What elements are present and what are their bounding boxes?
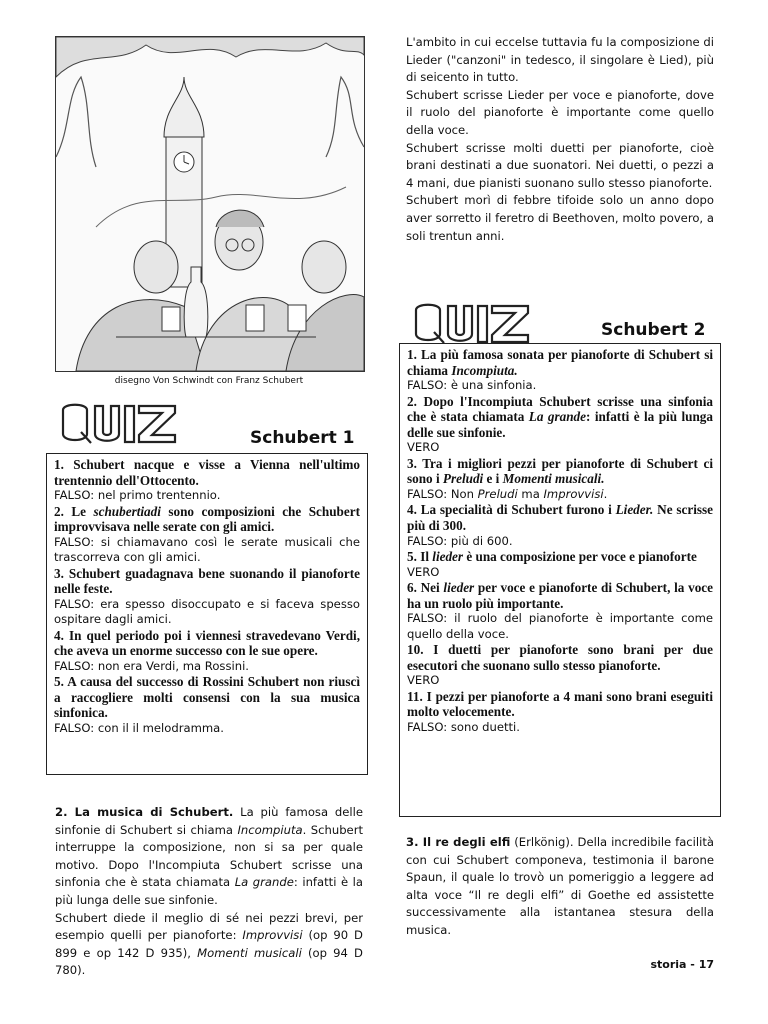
quiz-logo-2 xyxy=(410,300,534,346)
intro-paragraph: L'ambito in cui eccelse tuttavia fu la composizione di Lieder ("canzoni" in tedesco, il singolare è Lied), più di seicento in tutto. xyxy=(406,35,714,85)
section-erlkonig xyxy=(406,834,714,940)
quiz-question: 2. Le schubertiadi sono composizioni che Schubert improvvisava nelle serate con gli amici. xyxy=(54,503,360,535)
quiz-logo-text: QUIZ xyxy=(410,300,413,301)
quiz-question: 5. Il lieder è una composizione per voce e pianoforte xyxy=(407,548,697,564)
quiz-question: 4. In quel periodo poi i viennesi stravedevano Verdi, che aveva un enorme successo con le sue opere. xyxy=(54,627,360,659)
intro-paragraph: Schubert scrisse molti duetti per pianoforte, cioè brani destinati a due suonatori. Nei duetti, o pezzi a 4 mani, due pianisti suonano sullo stesso pianoforte. xyxy=(406,140,714,190)
quiz-answer: FALSO: non era Verdi, ma Rossini. xyxy=(54,658,249,673)
quiz1-box xyxy=(46,453,368,775)
quiz-question: 10. I duetti per pianoforte sono brani per due esecutori che suonano sullo stesso pianoforte. xyxy=(407,641,713,673)
quiz-answer: FALSO: Non Preludi ma Improvvisi. xyxy=(407,486,608,501)
quiz-question: 2. Dopo l'Incompiuta Schubert scrisse una sinfonia che è stata chiamata La grande: infatti è la più lunga delle sue sinfonie. xyxy=(407,393,713,440)
quiz-answer: FALSO: con il il melodramma. xyxy=(54,720,224,735)
section-heading: 3. Il re degli elfi xyxy=(406,835,511,849)
quiz-answer: FALSO: più di 600. xyxy=(407,533,513,548)
quiz-question: 1. Schubert nacque e visse a Vienna nell'ultimo trentennio dell'Ottocento. xyxy=(54,457,360,488)
quiz-question: 5. A causa del successo di Rossini Schubert non riuscì a raccogliere molti consensi con la sua musica sinfonica. xyxy=(54,674,360,721)
quiz-answer: FALSO: era spesso disoccupato e si faceva spesso ospitare dagli amici. xyxy=(54,596,360,627)
page-number: storia - 17 xyxy=(650,958,714,971)
quiz-logo-text: QUIZ xyxy=(57,400,60,401)
section-paragraph: Schubert diede il meglio di sé nei pezzi brevi, per esempio quelli per pianoforte: Improvvisi (op 90 D 899 e op 142 D 935), Momenti musicali (op 94 D 780). xyxy=(55,910,363,978)
quiz-answer: FALSO: nel primo trentennio. xyxy=(54,488,221,503)
quiz-answer: FALSO: si chiamavano così le serate musicali che trascorreva con gli amici. xyxy=(54,534,360,565)
quiz-question: 1. La più famosa sonata per pianoforte di Schubert si chiama Incompiuta. xyxy=(407,347,713,378)
quiz-answer: FALSO: sono duetti. xyxy=(407,719,520,734)
quiz2-title: Schubert 2 xyxy=(601,320,706,340)
quiz-answer: VERO xyxy=(407,673,440,688)
quiz-answer: VERO xyxy=(407,440,440,455)
quiz-answer: VERO xyxy=(407,564,440,579)
section-paragraph: 2. La musica di Schubert. La più famosa delle sinfonie di Schubert si chiama Incompiuta. Schubert interruppe la composizione, non si sa per quale motivo. Dopo l'Incompiuta Schubert scrisse una sinfonia che è stata chiamata La grande: infatti è la più lunga delle sue sinfonie. xyxy=(55,805,364,907)
section-paragraph: 3. Il re degli elfi (Erlkönig). Della incredibile facilità con cui Schubert componeva, testimonia il barone Spaun, il quale lo trovò un pomeriggio a leggere ad alta voce “Il re degli elfi” di Goethe ed assistette successivamente alla istantanea stesura della musica. xyxy=(406,835,714,937)
illustration-caption: disegno Von Schwindt con Franz Schubert xyxy=(114,376,304,386)
schubert-illustration xyxy=(55,36,365,372)
quiz-question: 11. I pezzi per pianoforte a 4 mani sono brani eseguiti molto velocemente. xyxy=(407,688,713,720)
intro-text xyxy=(406,34,714,245)
quiz-question: 6. Nei lieder per voce e pianoforte di Schubert, la voce ha un ruolo più importante. xyxy=(407,579,714,611)
intro-paragraph: Schubert scrisse Lieder per voce e pianoforte, dove il ruolo del pianoforte è importante come quello della voce. xyxy=(406,87,714,137)
quiz-question: 3. Schubert guadagnava bene suonando il pianoforte nelle feste. xyxy=(54,565,360,597)
quiz-question: 4. La specialità di Schubert furono i Lieder. Ne scrisse più di 300. xyxy=(407,502,713,533)
section-music xyxy=(55,804,363,980)
quiz-answer: FALSO: il ruolo del pianoforte è importante come quello della voce. xyxy=(407,611,713,641)
quiz-question: 3. Tra i migliori pezzi per pianoforte di Schubert ci sono i Preludi e i Momenti musicali. xyxy=(407,455,713,487)
section-heading: 2. La musica di Schubert. xyxy=(55,805,234,819)
quiz1-title: Schubert 1 xyxy=(250,428,355,448)
quiz-answer: FALSO: è una sinfonia. xyxy=(407,378,537,393)
intro-paragraph: Schubert morì di febbre tifoide solo un anno dopo aver sorretto il feretro di Beethoven, molto povero, a soli trentun anni. xyxy=(406,193,714,243)
quiz-logo-1 xyxy=(57,400,181,446)
quiz2-box xyxy=(399,343,721,817)
